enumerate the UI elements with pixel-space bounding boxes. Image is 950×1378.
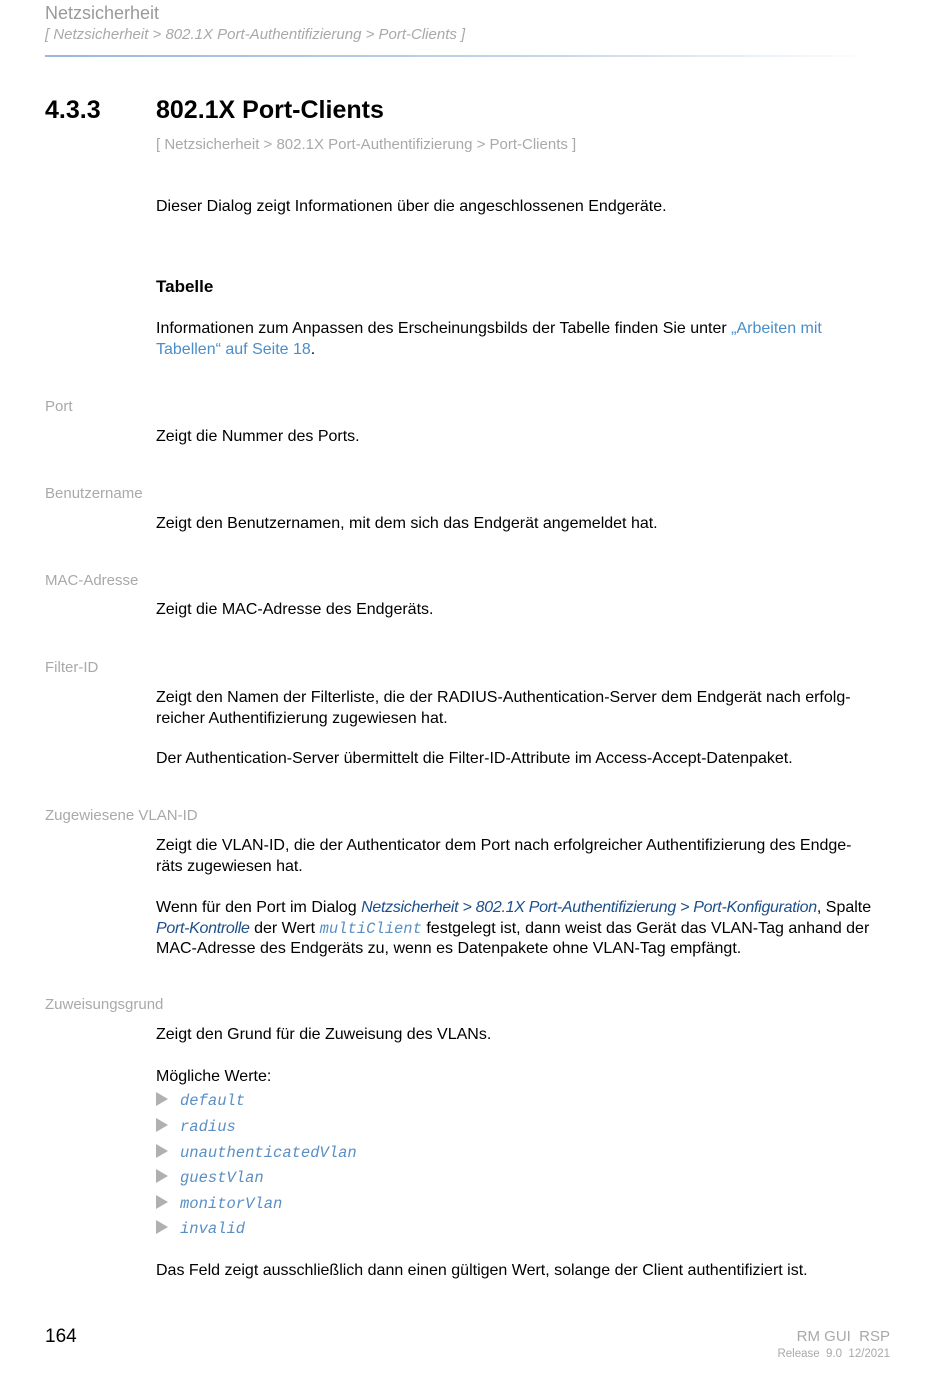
field-note-zuweisungsgrund: Das Feld zeigt ausschließlich dann einen gültigen Wert, solange der Client authentifiziert ist.	[156, 1262, 808, 1279]
field-label-vlan-id: Zugewiesene VLAN-ID	[45, 807, 198, 824]
header-breadcrumb: [ Netzsicherheit > 802.1X Port-Authentifizierung > Port-Clients ]	[45, 26, 466, 43]
field-desc-benutzername: Zeigt den Benutzernamen, mit dem sich das Endgerät angemeldet hat.	[156, 515, 658, 532]
gui-ref-port-konfiguration[interactable]: Netzsicherheit > 802.1X Port-Authentifizierung > Port-Konfiguration	[361, 899, 817, 916]
section-intro: Dieser Dialog zeigt Informationen über die angeschlossenen Endgeräte.	[156, 198, 667, 215]
section-number: 4.3.3	[45, 96, 101, 124]
field-desc-filter-id-2: Der Authentication-Server übermittelt die Filter-ID-Attribute im Access-Accept-Datenpaket.	[156, 750, 793, 767]
gui-ref-port-kontrolle[interactable]: Port-Kontrolle	[156, 919, 250, 937]
bullet-triangle-icon	[156, 1144, 168, 1158]
vlan-desc-line2: räts zugewiesen hat.	[156, 857, 303, 875]
field-label-zuweisungsgrund: Zuweisungsgrund	[45, 996, 164, 1013]
list-item	[156, 1144, 357, 1166]
vlan-p2-text-c: der Wert	[249, 919, 320, 937]
page-number: 164	[45, 1326, 77, 1347]
chapter-title: Netzsicherheit	[45, 3, 160, 23]
list-item	[156, 1220, 245, 1242]
bullet-triangle-icon	[156, 1195, 168, 1209]
field-desc-port: Zeigt die Nummer des Ports.	[156, 428, 360, 445]
vlan-p2-text-d: festgelegt ist, dann weist das Gerät das VLAN-Tag anhand der	[421, 919, 870, 937]
possible-values-label: Mögliche Werte:	[156, 1068, 272, 1085]
filter-id-desc-line2: reicher Authentifizierung zugewiesen hat.	[156, 709, 448, 727]
value-unauthenticatedvlan: unauthenticatedVlan	[180, 1144, 357, 1162]
section-title: 802.1X Port-Clients	[156, 96, 384, 124]
vlan-p2-text-a: Wenn für den Port im Dialog	[156, 899, 362, 916]
bullet-triangle-icon	[156, 1118, 168, 1132]
field-desc-vlan-id-2	[156, 898, 894, 960]
bullet-triangle-icon	[156, 1220, 168, 1234]
table-heading: Tabelle	[156, 277, 214, 296]
section-breadcrumb: [ Netzsicherheit > 802.1X Port-Authentifizierung > Port-Clients ]	[156, 136, 577, 153]
field-label-mac-adresse: MAC-Adresse	[45, 572, 139, 589]
value-invalid: invalid	[180, 1220, 246, 1238]
vlan-p2-text-b: , Spalte	[816, 899, 872, 916]
field-label-filter-id: Filter-ID	[45, 659, 99, 676]
value-default: default	[180, 1092, 246, 1110]
table-info-link-line2: Tabellen“ auf Seite 18	[156, 340, 311, 358]
document-name: RM GUI RSP	[796, 1328, 890, 1345]
field-desc-zuweisungsgrund: Zeigt den Grund für die Zuweisung des VLANs.	[156, 1026, 492, 1043]
field-desc-mac-adresse: Zeigt die MAC-Adresse des Endgeräts.	[156, 601, 434, 618]
value-multiclient: multiClient	[319, 919, 422, 938]
value-monitorvlan: monitorVlan	[180, 1195, 283, 1213]
release-info: Release 9.0 12/2021	[777, 1348, 890, 1360]
header-divider	[45, 55, 875, 57]
table-info-paragraph	[156, 319, 894, 360]
table-info-period: .	[310, 340, 316, 358]
list-item	[156, 1092, 245, 1114]
vlan-desc-line1: Zeigt die VLAN-ID, die der Authenticator dem Port nach erfolgreicher Authentifizierung des Endge-	[156, 837, 852, 854]
vlan-p2-text-e: MAC-Adresse des Endgeräts zu, wenn es Datenpakete ohne VLAN-Tag empfängt.	[156, 940, 742, 957]
table-info-link-line1: „Arbeiten mit	[731, 320, 822, 337]
field-desc-vlan-id	[156, 836, 894, 877]
list-item	[156, 1169, 264, 1191]
list-item	[156, 1195, 282, 1217]
value-radius: radius	[180, 1118, 236, 1136]
value-guestvlan: guestVlan	[180, 1169, 264, 1187]
list-item	[156, 1118, 236, 1140]
field-label-benutzername: Benutzername	[45, 485, 143, 502]
field-desc-filter-id	[156, 688, 894, 729]
bullet-triangle-icon	[156, 1169, 168, 1183]
table-info-text: Informationen zum Anpassen des Erscheinungsbilds der Tabelle finden Sie unter	[156, 320, 732, 337]
bullet-triangle-icon	[156, 1092, 168, 1106]
filter-id-desc-line1: Zeigt den Namen der Filterliste, die der RADIUS-Authentication-Server dem Endgerät nach erfolg-	[156, 689, 851, 706]
field-label-port: Port	[45, 398, 73, 415]
